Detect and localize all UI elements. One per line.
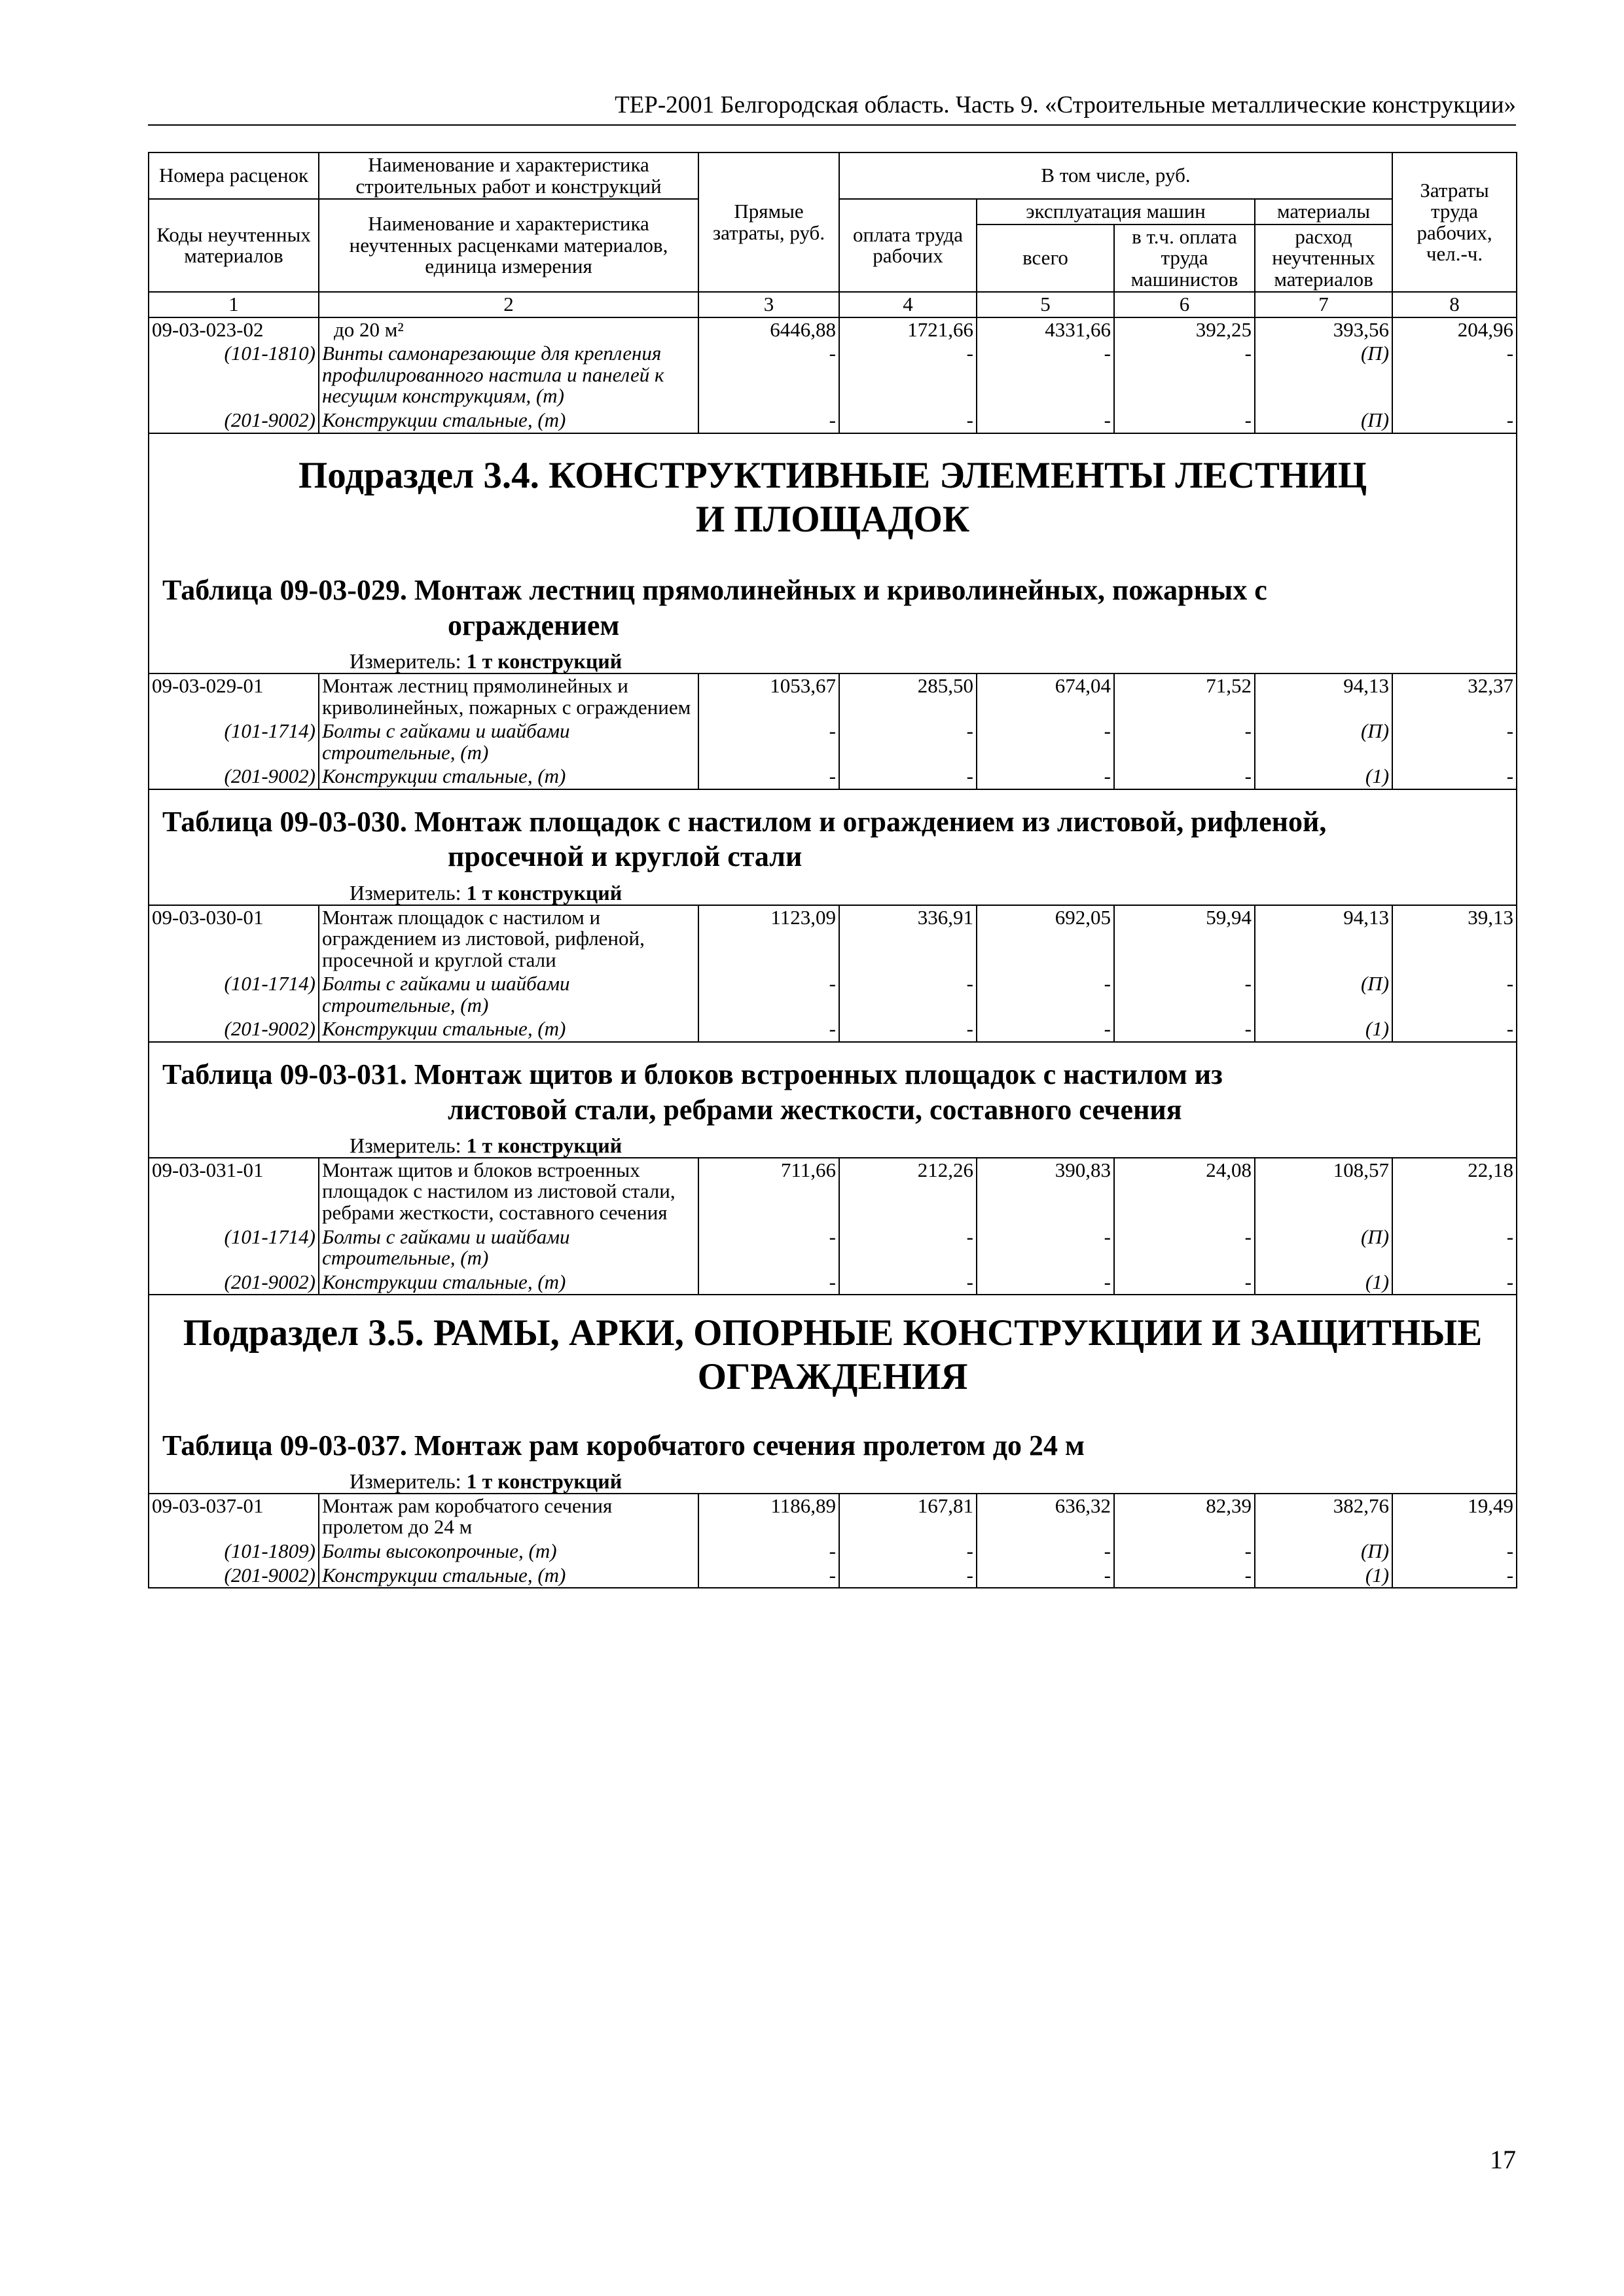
labor-pay: 167,81: [839, 1494, 977, 1539]
materials: 108,57: [1255, 1158, 1392, 1225]
material-code: (201-9002): [149, 1270, 319, 1295]
machines-total: -: [977, 408, 1114, 433]
machines-header: эксплуатация машин: [977, 199, 1255, 224]
machines-total: -: [977, 1270, 1114, 1295]
table-row: [149, 1158, 1517, 1225]
materials-header: материалы: [1255, 199, 1392, 224]
measure-value: 1 т конструкций: [466, 1469, 623, 1494]
col1-header-top: Номера расценок: [149, 152, 319, 199]
table-row: [149, 1494, 1517, 1539]
machines-total: 674,04: [977, 673, 1114, 719]
col-number: 6: [1114, 292, 1255, 317]
machines-total: 692,05: [977, 905, 1114, 973]
table-row: [149, 1564, 1517, 1588]
measure-label: Измеритель:: [350, 1134, 461, 1158]
table-title-block: [149, 789, 1517, 905]
machinist-pay: -: [1114, 1539, 1255, 1564]
table-row: [149, 673, 1517, 719]
machinist-pay: 59,94: [1114, 905, 1255, 973]
measure-label: Измеритель:: [350, 881, 461, 905]
col6-header: в т.ч. оплата труда машинистов: [1114, 224, 1255, 293]
labor-hours: -: [1392, 342, 1517, 408]
labor-pay: -: [839, 1539, 977, 1564]
table-row: [149, 342, 1517, 408]
material-code: (101-1809): [149, 1539, 319, 1564]
materials: (1): [1255, 1564, 1392, 1588]
labor-hours: 19,49: [1392, 1494, 1517, 1539]
measure-line: [162, 1471, 1503, 1493]
labor-pay: -: [839, 1225, 977, 1270]
rate-code: 09-03-030-01: [149, 905, 319, 973]
material-name: Конструкции стальные, (т): [319, 1270, 698, 1295]
labor-pay: -: [839, 1270, 977, 1295]
table-title-line: Таблица 09-03-030. Монтаж площадок с настилом и ограждением из листовой, рифленой,: [162, 805, 1327, 838]
table-title: [162, 1428, 1503, 1463]
measure-line: [162, 882, 1503, 905]
price-table: [148, 152, 1517, 1588]
table-title-line: Таблица 09-03-031. Монтаж щитов и блоков встроенных площадок с настилом из: [162, 1058, 1223, 1090]
rate-code: 09-03-023-02: [149, 317, 319, 342]
table-row: [149, 408, 1517, 433]
labor-hours: 204,96: [1392, 317, 1517, 342]
table-row: [149, 1225, 1517, 1270]
col8-header: Затраты труда рабочих, чел.-ч.: [1392, 152, 1517, 292]
labor-hours: 39,13: [1392, 905, 1517, 973]
direct-costs: -: [698, 972, 839, 1017]
rate-code: 09-03-029-01: [149, 673, 319, 719]
page-number: 17: [1490, 2145, 1516, 2174]
material-name: Винты самонарезающие для крепления профилированного настила и панелей к несущим конструкциям, (т): [319, 342, 698, 408]
labor-hours: -: [1392, 1017, 1517, 1042]
direct-costs: -: [698, 1539, 839, 1564]
material-code: (201-9002): [149, 764, 319, 789]
machinist-pay: 24,08: [1114, 1158, 1255, 1225]
material-name: Конструкции стальные, (т): [319, 1017, 698, 1042]
direct-costs: -: [698, 1564, 839, 1588]
labor-hours: -: [1392, 1539, 1517, 1564]
materials: (1): [1255, 1017, 1392, 1042]
machinist-pay: -: [1114, 342, 1255, 408]
table-title: [162, 804, 1503, 874]
machinist-pay: -: [1114, 1270, 1255, 1295]
machinist-pay: -: [1114, 408, 1255, 433]
col-number: 2: [319, 292, 698, 317]
table-row: [149, 1539, 1517, 1564]
measure-label: Измеритель:: [350, 1469, 461, 1494]
col1-header-bottom: Коды неучтенных материалов: [149, 199, 319, 292]
machinist-pay: -: [1114, 1564, 1255, 1588]
col5-header: всего: [977, 224, 1114, 293]
machines-total: -: [977, 1225, 1114, 1270]
labor-pay: 1721,66: [839, 317, 977, 342]
direct-costs: 6446,88: [698, 317, 839, 342]
material-name: Болты высокопрочные, (т): [319, 1539, 698, 1564]
material-name: Болты с гайками и шайбами строительные, (т): [319, 1225, 698, 1270]
labor-pay: -: [839, 408, 977, 433]
machinist-pay: -: [1114, 1017, 1255, 1042]
labor-pay: 336,91: [839, 905, 977, 973]
material-code: (101-1714): [149, 1225, 319, 1270]
col7-header: расход неучтенных материалов: [1255, 224, 1392, 293]
work-name: Монтаж рам коробчатого сечения пролетом до 24 м: [319, 1494, 698, 1539]
machines-total: -: [977, 972, 1114, 1017]
table-row: [149, 1017, 1517, 1042]
measure-value: 1 т конструкций: [466, 881, 623, 905]
machines-total: -: [977, 764, 1114, 789]
materials: (П): [1255, 1539, 1392, 1564]
materials: 94,13: [1255, 673, 1392, 719]
machinist-pay: -: [1114, 719, 1255, 764]
materials: (П): [1255, 719, 1392, 764]
materials: 393,56: [1255, 317, 1392, 342]
machines-total: -: [977, 719, 1114, 764]
material-code: (101-1714): [149, 719, 319, 764]
rate-code: 09-03-037-01: [149, 1494, 319, 1539]
material-code: (101-1810): [149, 342, 319, 408]
direct-costs: 1123,09: [698, 905, 839, 973]
col-number: 8: [1392, 292, 1517, 317]
labor-hours: -: [1392, 764, 1517, 789]
material-code: (101-1714): [149, 972, 319, 1017]
table-row: [149, 905, 1517, 973]
table-title: [162, 1057, 1503, 1127]
direct-costs: -: [698, 1225, 839, 1270]
table-row: [149, 1270, 1517, 1295]
section-title: Подраздел 3.4. КОНСТРУКТИВНЫЕ ЭЛЕМЕНТЫ ЛЕСТНИЦ И ПЛОЩАДОК: [298, 454, 1367, 540]
measure-value: 1 т конструкций: [466, 649, 623, 673]
section-title: Подраздел 3.5. РАМЫ, АРКИ, ОПОРНЫЕ КОНСТРУКЦИИ И ЗАЩИТНЫЕ ОГРАЖДЕНИЯ: [183, 1312, 1483, 1398]
table-title-line: Таблица 09-03-037. Монтаж рам коробчатого сечения пролетом до 24 м: [162, 1429, 1085, 1462]
machinist-pay: 71,52: [1114, 673, 1255, 719]
work-name: до 20 м²: [319, 317, 698, 342]
section-block: [149, 1295, 1517, 1494]
direct-costs: 1186,89: [698, 1494, 839, 1539]
machines-total: 390,83: [977, 1158, 1114, 1225]
labor-pay: -: [839, 972, 977, 1017]
machinist-pay: -: [1114, 764, 1255, 789]
labor-pay: -: [839, 342, 977, 408]
machinist-pay: -: [1114, 1225, 1255, 1270]
labor-pay: 285,50: [839, 673, 977, 719]
materials: (1): [1255, 764, 1392, 789]
table-row: [149, 719, 1517, 764]
material-name: Болты с гайками и шайбами строительные, (т): [319, 972, 698, 1017]
labor-hours: -: [1392, 972, 1517, 1017]
labor-hours: -: [1392, 1564, 1517, 1588]
col2-header-bottom: Наименование и характеристика неучтенных расценками материалов, единица измерения: [319, 199, 698, 292]
work-name: Монтаж площадок с настилом и ограждением из листовой, рифленой, просечной и круглой стали: [319, 905, 698, 973]
machinist-pay: 82,39: [1114, 1494, 1255, 1539]
labor-pay: -: [839, 1564, 977, 1588]
direct-costs: -: [698, 764, 839, 789]
labor-hours: -: [1392, 719, 1517, 764]
material-name: Болты с гайками и шайбами строительные, (т): [319, 719, 698, 764]
machines-total: -: [977, 1564, 1114, 1588]
measure-value: 1 т конструкций: [466, 1134, 623, 1158]
direct-costs: -: [698, 719, 839, 764]
work-name: Монтаж щитов и блоков встроенных площадок с настилом из листовой стали, ребрами жесткости, составного сечения: [319, 1158, 698, 1225]
section-block: [149, 433, 1517, 673]
col3-header: Прямые затраты, руб.: [698, 152, 839, 292]
table-row: [149, 317, 1517, 342]
labor-hours: -: [1392, 1270, 1517, 1295]
materials: (П): [1255, 972, 1392, 1017]
machinist-pay: -: [1114, 972, 1255, 1017]
incl-header: В том числе, руб.: [839, 152, 1392, 199]
machines-total: -: [977, 1539, 1114, 1564]
machinist-pay: 392,25: [1114, 317, 1255, 342]
machines-total: 4331,66: [977, 317, 1114, 342]
material-name: Конструкции стальные, (т): [319, 764, 698, 789]
labor-hours: 32,37: [1392, 673, 1517, 719]
labor-pay: -: [839, 764, 977, 789]
col-number: 1: [149, 292, 319, 317]
measure-line: [162, 1135, 1503, 1157]
table-title-block: [149, 1042, 1517, 1158]
table-row: [149, 972, 1517, 1017]
table-row: [149, 764, 1517, 789]
table-title-line: Таблица 09-03-029. Монтаж лестниц прямолинейных и криволинейных, пожарных с: [162, 574, 1267, 607]
materials: 382,76: [1255, 1494, 1392, 1539]
col4-header: оплата труда рабочих: [839, 199, 977, 292]
direct-costs: -: [698, 408, 839, 433]
direct-costs: -: [698, 1270, 839, 1295]
materials: 94,13: [1255, 905, 1392, 973]
direct-costs: 1053,67: [698, 673, 839, 719]
measure-label: Измеритель:: [350, 649, 461, 673]
col2-header-top: Наименование и характеристика строительных работ и конструкций: [319, 152, 698, 199]
machines-total: -: [977, 342, 1114, 408]
col-number: 5: [977, 292, 1114, 317]
materials: (П): [1255, 342, 1392, 408]
col-number: 3: [698, 292, 839, 317]
material-code: (201-9002): [149, 408, 319, 433]
direct-costs: -: [698, 1017, 839, 1042]
direct-costs: 711,66: [698, 1158, 839, 1225]
rate-code: 09-03-031-01: [149, 1158, 319, 1225]
materials: (1): [1255, 1270, 1392, 1295]
table-title: [162, 573, 1503, 643]
material-code: (201-9002): [149, 1017, 319, 1042]
col-number: 7: [1255, 292, 1392, 317]
measure-line: [162, 651, 1503, 673]
materials: (П): [1255, 1225, 1392, 1270]
materials: (П): [1255, 408, 1392, 433]
page-header: ТЕР-2001 Белгородская область. Часть 9. «Строительные металлические конструкции»: [148, 90, 1516, 126]
labor-hours: -: [1392, 1225, 1517, 1270]
direct-costs: -: [698, 342, 839, 408]
labor-hours: -: [1392, 408, 1517, 433]
table-title-line: ограждением: [448, 609, 620, 641]
labor-pay: -: [839, 1017, 977, 1042]
machines-total: -: [977, 1017, 1114, 1042]
table-title-line: листовой стали, ребрами жесткости, составного сечения: [448, 1093, 1182, 1126]
col-number: 4: [839, 292, 977, 317]
material-name: Конструкции стальные, (т): [319, 1564, 698, 1588]
labor-pay: -: [839, 719, 977, 764]
material-name: Конструкции стальные, (т): [319, 408, 698, 433]
labor-pay: 212,26: [839, 1158, 977, 1225]
work-name: Монтаж лестниц прямолинейных и криволинейных, пожарных с ограждением: [319, 673, 698, 719]
machines-total: 636,32: [977, 1494, 1114, 1539]
labor-hours: 22,18: [1392, 1158, 1517, 1225]
material-code: (201-9002): [149, 1564, 319, 1588]
table-title-line: просечной и круглой стали: [448, 840, 803, 873]
